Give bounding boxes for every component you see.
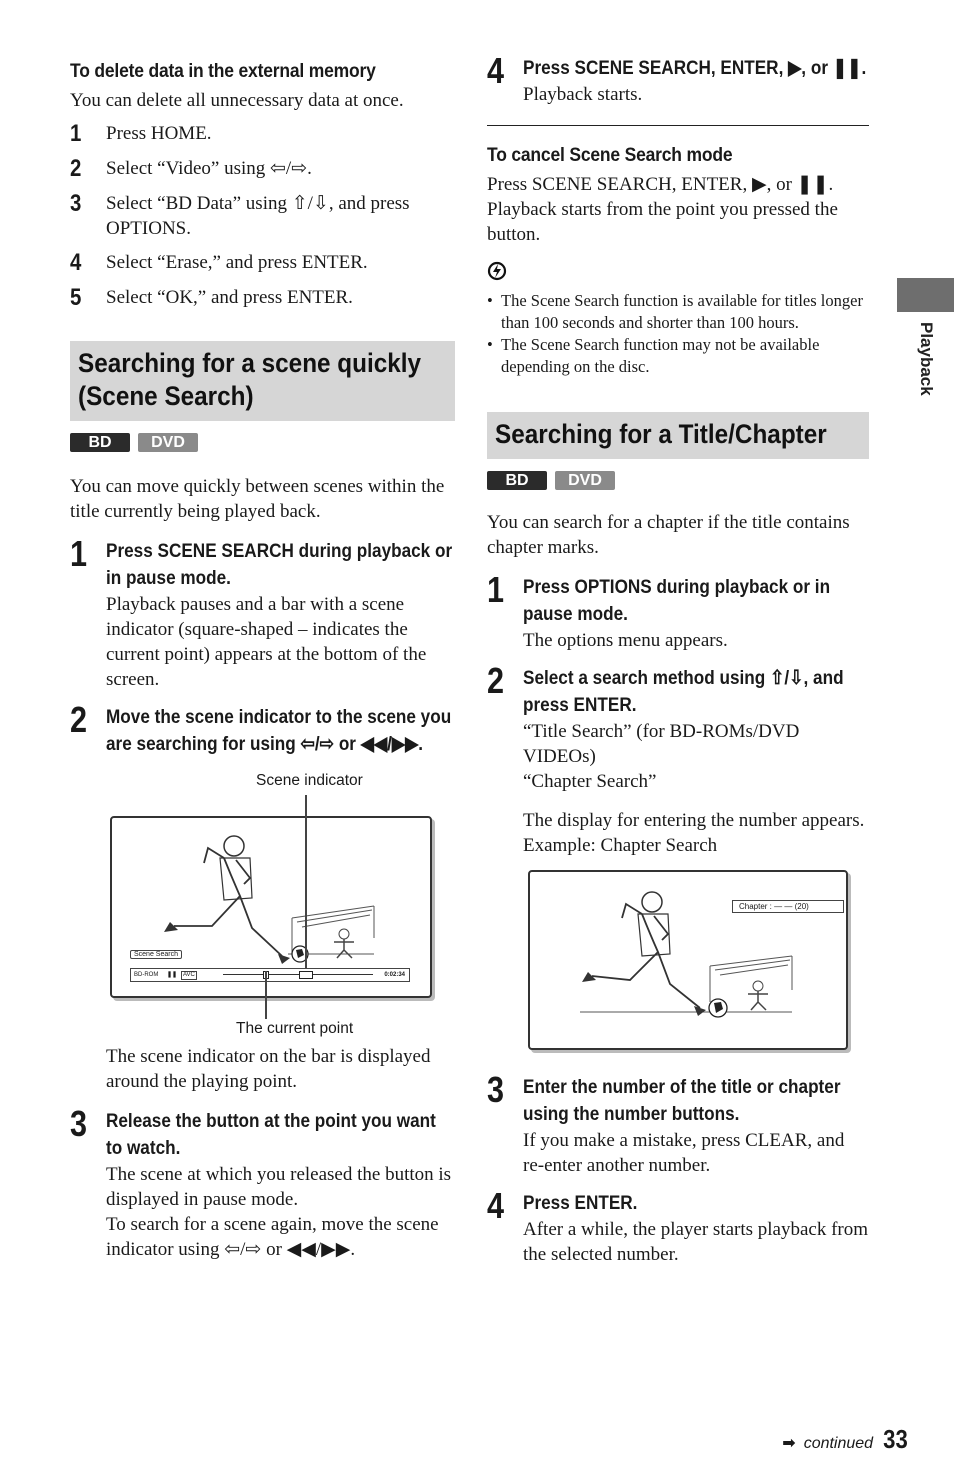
disc-badges [70,433,455,452]
scene-screen-illustration [110,816,432,998]
dvd-badge: DVD [555,471,615,490]
scene-search-figure [70,764,455,1037]
step-body: The options menu appears. [523,630,728,651]
step-title: Press ENTER. [523,1192,638,1214]
tc-step-4: 4 Press ENTER. After a while, the player starts playback from the selected number. [487,1185,869,1265]
tip-item: • The Scene Search function is available for titles longer than 100 seconds and shorter than 100 hours. [487,290,869,334]
step-title: Press SCENE SEARCH, ENTER, ▶, or ❚❚. [523,57,867,79]
current-point-label: The current point [236,1020,354,1037]
chapter-search-illustration [528,870,848,1050]
continued-text: continued [803,1435,874,1452]
scene-search-tag: Scene Search [130,950,182,959]
delete-steps [70,121,455,311]
delete-step: 4 Select “Erase,” and press ENTER. [70,249,368,276]
bar-source: BD-ROM [134,972,159,978]
step-2: 2 Move the scene indicator to the scene you are searching for using ⇦/⇨ or ◀◀/▶▶. [70,704,455,758]
step-body: To search for a scene again, move the scene indicator using ⇦/⇨ or ◀◀/▶▶. [106,1214,439,1260]
page-number: 33 [883,1424,908,1454]
dvd-badge: DVD [138,433,198,452]
disc-badges [487,471,869,490]
scene-indicator-callout [305,795,307,969]
hint-icon [487,261,869,286]
step-body: If you make a mistake, press CLEAR, and re-enter another number. [523,1130,845,1176]
title-chapter-intro: You can search for a chapter if the title contains chapter marks. [487,512,850,558]
tc-step-2: 2 Select a search method using ⇧/⇩, and press ENTER. “Title Search” (for BD-ROMs/DVD VIDEOs) “Chapter Search” The display for entering the number appears. Example: Chapter Search [487,665,869,858]
chapter-tab-marker [897,278,954,312]
scene-indicator-label: Scene indicator [256,772,363,789]
step-body: “Chapter Search” [523,771,657,792]
step-body: After a while, the player starts playback from the selected number. [523,1219,869,1265]
bd-badge: BD [70,433,130,452]
step-body: The display for entering the number appears. [523,810,865,831]
chapter-tab-label: Playback [917,322,936,396]
delete-heading: To delete data in the external memory [70,61,376,82]
tips-list [487,290,869,378]
page-footer [782,1424,910,1455]
step-body: “Title Search” (for BD-ROMs/DVD VIDEOs) [523,721,800,767]
bar-audio: AVC [183,972,195,978]
step-3: 3 Release the button at the point you want to watch. The scene at which you released the button is displayed in pause mode. To search for a scene again, move the scene indicator using ⇦/⇨ or ◀◀/▶▶. [70,1108,455,1262]
divider [487,125,869,126]
after-figure-text: The scene indicator on the bar is displayed around the playing point. [106,1046,431,1092]
step-body: Example: Chapter Search [523,835,718,856]
cancel-heading: To cancel Scene Search mode [487,145,733,166]
tc-step-3: 3 Enter the number of the title or chapter using the number buttons. If you make a mistake, press CLEAR, and re-enter another number. [487,1074,869,1178]
step-title: Press OPTIONS during playback or in pause mode. [523,576,831,625]
delete-step: 5 Select “OK,” and press ENTER. [70,284,353,311]
right-column [487,50,869,1267]
delete-step: 1 Press HOME. [70,120,212,147]
tip-item: • The Scene Search function may not be available depending on the disc. [487,334,869,378]
delete-step: 3 Select “BD Data” using ⇧/⇩, and press OPTIONS. [70,190,410,239]
step-title: Select a search method using ⇧/⇩, and press ENTER. [523,667,844,716]
section-title-scene-search: Searching for a scene quickly (Scene Search) [70,341,455,421]
scene-search-intro: You can move quickly between scenes within the title currently being played back. [70,476,445,522]
scene-search-bar [130,968,410,982]
bar-time: 0:02:34 [384,972,405,978]
step-title: Enter the number of the title or chapter using the number buttons. [523,1076,841,1125]
delete-step: 2 Select “Video” using ⇦/⇨. [70,155,312,182]
step-body: Playback starts. [523,84,643,105]
step-4-scene: 4 Press SCENE SEARCH, ENTER, ▶, or ❚❚. Playback starts. [487,55,869,107]
tc-step-1: 1 Press OPTIONS during playback or in pause mode. The options menu appears. [487,574,869,653]
step-title: Move the scene indicator to the scene you are searching for using ⇦/⇨ or ◀◀/▶▶. [106,706,452,755]
progress-track [223,974,373,975]
pause-icon: ❚❚ [167,972,178,978]
section-title-title-chapter: Searching for a Title/Chapter [487,412,869,459]
step-body: The scene at which you released the button is displayed in pause mode. [106,1164,452,1210]
step-title: Release the button at the point you want to watch. [106,1110,436,1159]
bd-badge: BD [487,471,547,490]
chapter-field: Chapter : — — (20) [732,900,844,913]
scene-indicator-marker [299,971,313,979]
continued-arrow-icon: ➡ [782,1433,796,1452]
delete-intro: You can delete all unnecessary data at once. [70,90,404,111]
cancel-body: Press SCENE SEARCH, ENTER, ▶, or ❚❚. Playback starts from the point you pressed the button. [487,174,838,245]
current-point-callout [265,971,267,1019]
soccer-player-illustration [530,872,846,1048]
step-body: Playback pauses and a bar with a scene indicator (square-shaped – indicates the current point) appears at the bottom of the screen. [106,594,427,690]
step-1: 1 Press SCENE SEARCH during playback or in pause mode. Playback pauses and a bar with a scene indicator (square-shaped – indicates the current point) appears at the bottom of the screen. [70,538,455,692]
left-column [70,60,455,1262]
step-title: Press SCENE SEARCH during playback or in pause mode. [106,540,453,589]
